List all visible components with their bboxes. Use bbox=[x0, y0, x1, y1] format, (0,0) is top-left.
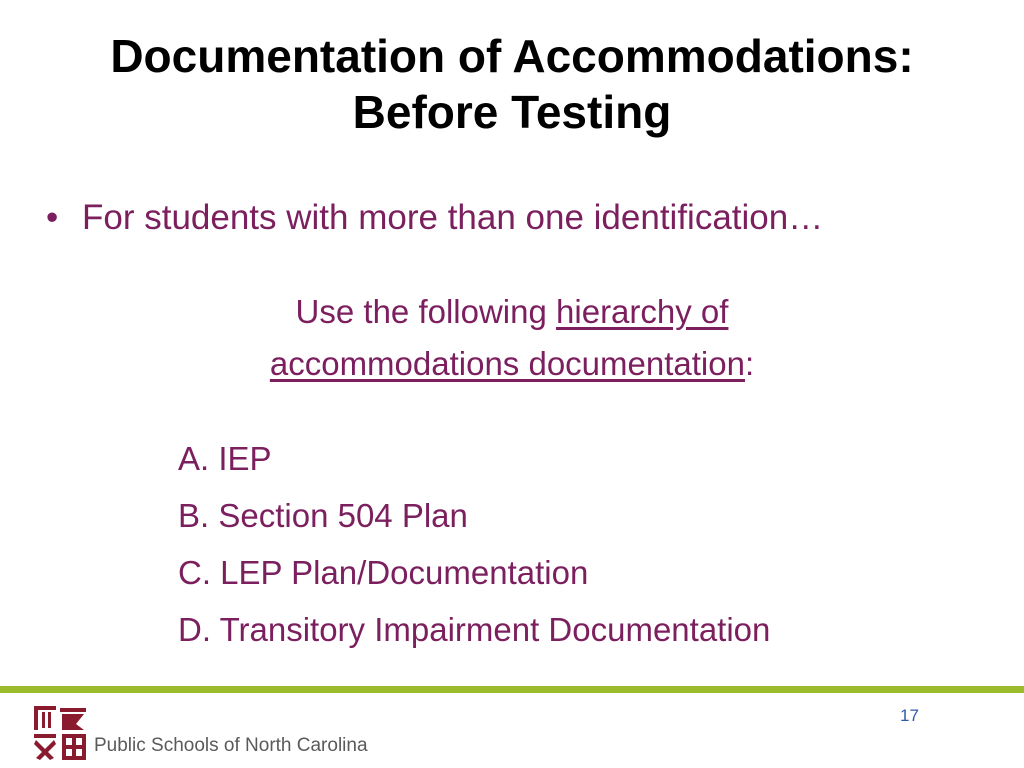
hierarchy-list bbox=[178, 430, 770, 658]
slide-title-line-1: Documentation of Accommodations: bbox=[110, 30, 914, 82]
psnc-logo-icon bbox=[32, 704, 88, 762]
list-item: B. Section 504 Plan bbox=[178, 497, 468, 534]
list-item: D. Transitory Impairment Documentation bbox=[178, 611, 771, 648]
bullet-text: For students with more than one identification… bbox=[82, 198, 824, 237]
bullet-point bbox=[46, 196, 823, 240]
slide-title-line-2: Before Testing bbox=[352, 86, 672, 138]
instruction-underlined-2: accommodations documentation bbox=[269, 345, 745, 382]
instruction-line-2 bbox=[20, 338, 1004, 390]
hierarchy-instruction bbox=[20, 286, 1004, 390]
instruction-line-1 bbox=[20, 286, 1004, 338]
instruction-suffix: : bbox=[744, 345, 755, 382]
instruction-prefix: Use the following bbox=[295, 293, 557, 330]
footer-divider bbox=[0, 686, 1024, 693]
org-name: Public Schools of North Carolina bbox=[94, 735, 368, 756]
instruction-underlined-1: hierarchy of bbox=[556, 293, 729, 330]
slide-title bbox=[20, 28, 1004, 140]
page-number: 17 bbox=[900, 706, 919, 725]
bullet-icon: • bbox=[46, 198, 59, 237]
list-item: A. IEP bbox=[178, 440, 272, 477]
list-item: C. LEP Plan/Documentation bbox=[178, 554, 589, 591]
